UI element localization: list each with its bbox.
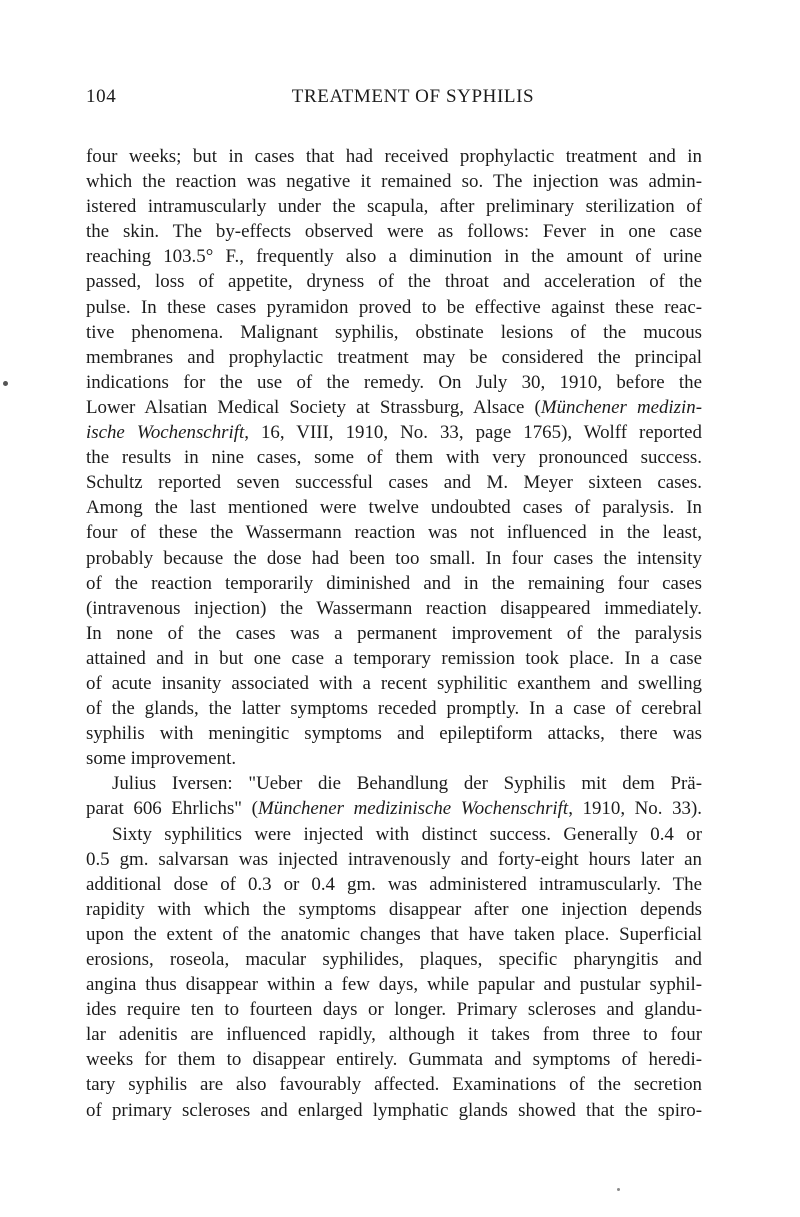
text-run: Lower Alsatian Medical Society at Strassburg, Alsace ( (86, 396, 541, 418)
text-line: reaching 103.5° F., frequently also a diminution in the amount of urine (86, 246, 702, 268)
running-head (86, 86, 700, 114)
text-line: of the glands, the latter symptoms receded promptly. In a case of cerebral (86, 698, 702, 720)
text-line: Among the last mentioned were twelve undoubted cases of paralysis. In (86, 497, 702, 519)
text-line-with-citation (86, 796, 702, 821)
text-line: of acute insanity associated with a recent syphilitic exanthem and swelling (86, 672, 702, 694)
page-number: 104 (86, 86, 117, 107)
text-line: Sixty syphilitics were injected with distinct success. Generally 0.4 or (112, 823, 702, 845)
text-line: of the reaction temporarily diminished and in the remaining four cases (86, 572, 702, 594)
text-line: probably because the dose had been too small. In four cases the intensity (86, 547, 702, 569)
journal-title: ische Wochenschrift (86, 422, 245, 444)
text-line: angina thus disappear within a few days, while papular and pustular syphil- (86, 974, 702, 996)
text-line: upon the extent of the anatomic changes that have taken place. Superficial (86, 923, 702, 945)
text-line: weeks for them to disappear entirely. Gummata and symptoms of heredi- (86, 1049, 702, 1071)
text-line: rapidity with which the symptoms disappear after one injection depends (86, 898, 702, 920)
paper-speck (617, 1188, 620, 1191)
running-title: TREATMENT OF SYPHILIS (291, 86, 535, 107)
text-line: (intravenous injection) the Wassermann reaction disappeared immediately. (86, 597, 702, 619)
text-line: tive phenomena. Malignant syphilis, obstinate lesions of the mucous (86, 321, 702, 343)
text-line: tary syphilis are also favourably affected. Examinations of the secretion (86, 1074, 702, 1096)
text-run: parat 606 Ehrlichs" ( (86, 798, 258, 820)
text-line: attained and in but one case a temporary remission took place. In a case (86, 647, 702, 669)
text-line: of primary scleroses and enlarged lymphatic glands showed that the spiro- (86, 1099, 702, 1121)
page-edge-mark (3, 381, 8, 386)
text-line: 0.5 gm. salvarsan was injected intravenously and forty-eight hours later an (86, 848, 702, 870)
text-line: four of these the Wassermann reaction was not influenced in the least, (86, 522, 702, 544)
text-run: , 1910, No. 33). (568, 798, 703, 820)
text-line: erosions, roseola, macular syphilides, plaques, specific pharyngitis and (86, 949, 702, 970)
text-run: , 16, VIII, 1910, No. 33, page 1765), Wolff reported (244, 422, 702, 444)
text-line: lar adenitis are influenced rapidly, although it takes from three to four (86, 1024, 702, 1046)
text-line: Schultz reported seven successful cases and M. Meyer sixteen cases. (86, 472, 702, 494)
journal-title: Münchener medizin- (540, 396, 702, 418)
text-line: additional dose of 0.3 or 0.4 gm. was administered intramuscularly. The (86, 873, 702, 895)
text-line: which the reaction was negative it remained so. The injection was admin- (86, 171, 702, 193)
text-line: passed, loss of appetite, dryness of the throat and acceleration of the (86, 271, 702, 293)
text-line: istered intramuscularly under the scapula, after preliminary sterilization of (86, 196, 702, 218)
text-line: syphilis with meningitic symptoms and epileptiform attacks, there was (86, 723, 702, 745)
body-text (86, 144, 702, 1123)
text-line: indications for the use of the remedy. On July 30, 1910, before the (86, 371, 702, 393)
text-line: membranes and prophylactic treatment may be considered the principal (86, 346, 702, 368)
text-line: pulse. In these cases pyramidon proved to be effective against these reac- (86, 296, 702, 318)
text-line: ides require ten to fourteen days or longer. Primary scleroses and glandu- (86, 999, 702, 1021)
text-line: four weeks; but in cases that had received prophylactic treatment and in (86, 146, 702, 167)
text-line-with-citation (86, 420, 702, 445)
text-line: some improvement. (86, 748, 237, 770)
text-line-with-citation (86, 395, 702, 420)
text-line: In none of the cases was a permanent improvement of the paralysis (86, 622, 702, 644)
text-line: the skin. The by-effects observed were as follows: Fever in one case (86, 221, 702, 243)
text-line: the results in nine cases, some of them with very pronounced success. (86, 447, 702, 469)
paragraph-start: Julius Iversen: "Ueber die Behandlung der Syphilis mit dem Prä- (112, 773, 702, 795)
journal-title: Münchener medizinische Wochenschrift (257, 798, 569, 820)
